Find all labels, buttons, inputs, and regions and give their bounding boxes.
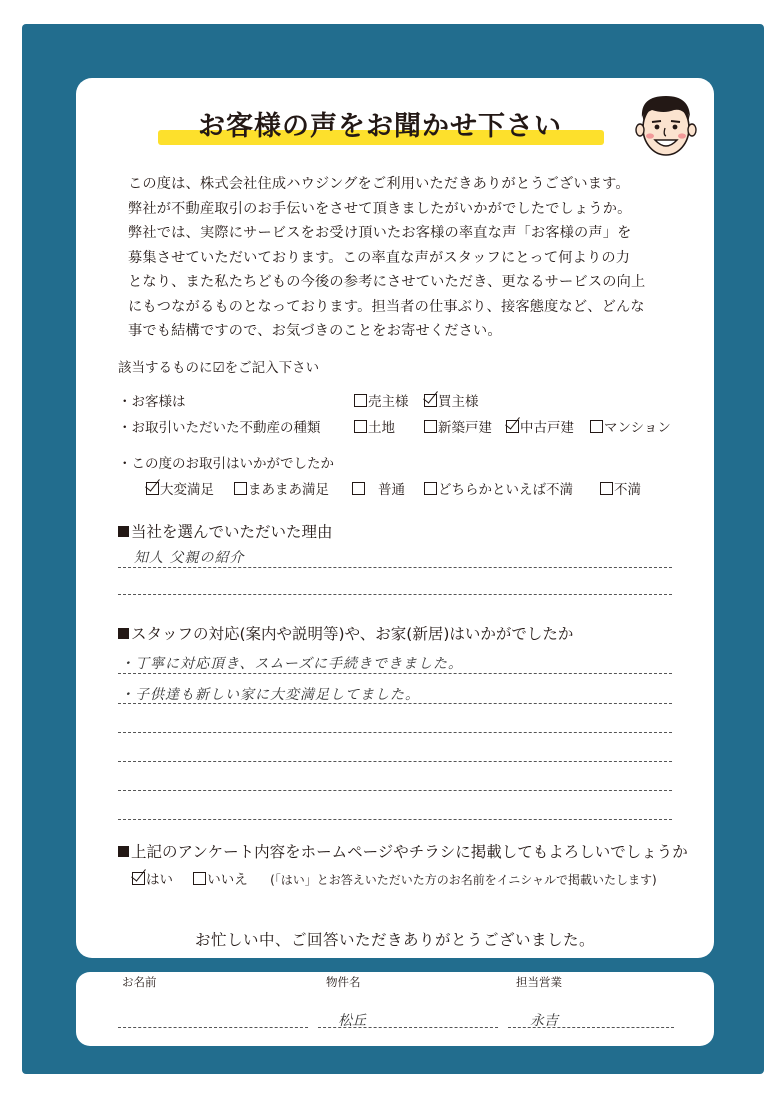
title-block [150,104,610,154]
satisfaction-label: ・この度のお取引はいかがでしたか [118,456,334,472]
checkbox[interactable] [354,394,367,407]
staff-value[interactable]: 永吉 [530,1013,558,1029]
intro-line: 弊社が不動産取引のお手伝いをさせて頂きましたがいかがでしたでしょうか。 [128,200,632,217]
property-label: 物件名 [326,975,361,989]
option-seller[interactable]: 売主様 [354,390,409,410]
option-normal[interactable]: 普通 [352,478,405,498]
answer-line [118,567,672,568]
checkbox[interactable] [234,482,247,495]
option-buyer[interactable]: 買主様 [424,390,479,410]
option-mansion[interactable]: マンション [590,416,671,436]
square-bullet-icon [118,526,129,537]
staff-answer[interactable]: ・子供達も新しい家に大変満足してました。 [120,687,420,703]
answer-line [118,761,672,762]
answer-line [118,673,672,674]
intro-line: 募集させていただいております。この率直な声がスタッフにとって何よりの力 [128,249,631,266]
consent-heading: 上記のアンケート内容をホームページやチラシに掲載してもよろしいでしょうか [118,840,688,862]
option-no[interactable]: いいえ [193,872,248,888]
check-instruction: 該当するものに☑をご記入下さい [118,360,320,376]
consent-note: (「はい」とお答えいただいた方のお名前をイニシャルで掲載いたします) [270,873,657,887]
option-very-satisfied[interactable]: 大変満足 [146,478,214,498]
intro-line: 弊社では、実際にサービスをお受け頂いたお客様の率直な声「お客様の声」を [128,225,632,241]
staff-face-icon [628,88,702,162]
checkbox[interactable] [424,482,437,495]
checkbox-checked[interactable] [424,394,437,407]
option-dissatisfied[interactable]: 不満 [600,478,641,498]
checkbox[interactable] [600,482,613,495]
square-bullet-icon [118,846,129,857]
square-bullet-icon [118,628,129,639]
intro-line: 事でも結構ですので、お気づきのことをお寄せください。 [128,323,502,339]
thanks-message: お忙しい中、ご回答いただきありがとうございました。 [194,931,595,949]
checkbox-checked[interactable] [506,420,519,433]
checkbox[interactable] [354,420,367,433]
staff-heading: スタッフの対応(案内や説明等)や、お家(新居)はいかがでしたか [118,622,573,644]
intro-line: となり、また私たちどもの今後の参考にさせていただき、更なるサービスの向上 [128,274,646,290]
name-line [118,1027,308,1028]
answer-line [118,594,672,595]
option-used-house[interactable]: 中古戸建 [506,416,574,436]
checkbox[interactable] [193,872,206,885]
property-value[interactable]: 松丘 [338,1013,366,1029]
reason-heading: 当社を選んでいただいた理由 [118,520,333,542]
staff-label: 担当営業 [516,975,562,989]
checkbox-checked[interactable] [146,482,159,495]
page-title: お客様の声をお聞かせ下さい [198,111,562,142]
answer-line [118,790,672,791]
answer-line [118,819,672,820]
option-land[interactable]: 土地 [354,416,395,436]
reason-answer[interactable]: 知人 父親の紹介 [134,550,245,566]
option-somewhat-dissatisfied[interactable]: どちらかといえば不満 [424,478,573,498]
intro-line: にもつながるものとなっております。担当者の仕事ぶり、接客態度など、どんな [128,298,645,315]
option-new-house[interactable]: 新築戸建 [424,416,492,436]
checkbox[interactable] [590,420,603,433]
customer-type-label: ・お客様は [118,394,186,410]
option-yes[interactable]: はい [132,872,173,888]
checkbox[interactable] [352,482,365,495]
property-type-label: ・お取引いただいた不動産の種類 [118,420,321,436]
footer-card [76,972,714,1046]
name-label: お名前 [122,975,157,989]
answer-line [118,703,672,704]
option-somewhat-satisfied[interactable]: まあまあ満足 [234,478,329,498]
staff-answer[interactable]: ・丁寧に対応頂き、スムーズに手続きできました。 [120,656,464,672]
consent-options [132,868,657,888]
answer-line [118,732,672,733]
intro-line: この度は、株式会社住成ハウジングをご利用いただきありがとうございます。 [128,176,630,192]
intro-text [128,172,688,344]
checkbox-checked[interactable] [132,872,145,885]
checkbox[interactable] [424,420,437,433]
